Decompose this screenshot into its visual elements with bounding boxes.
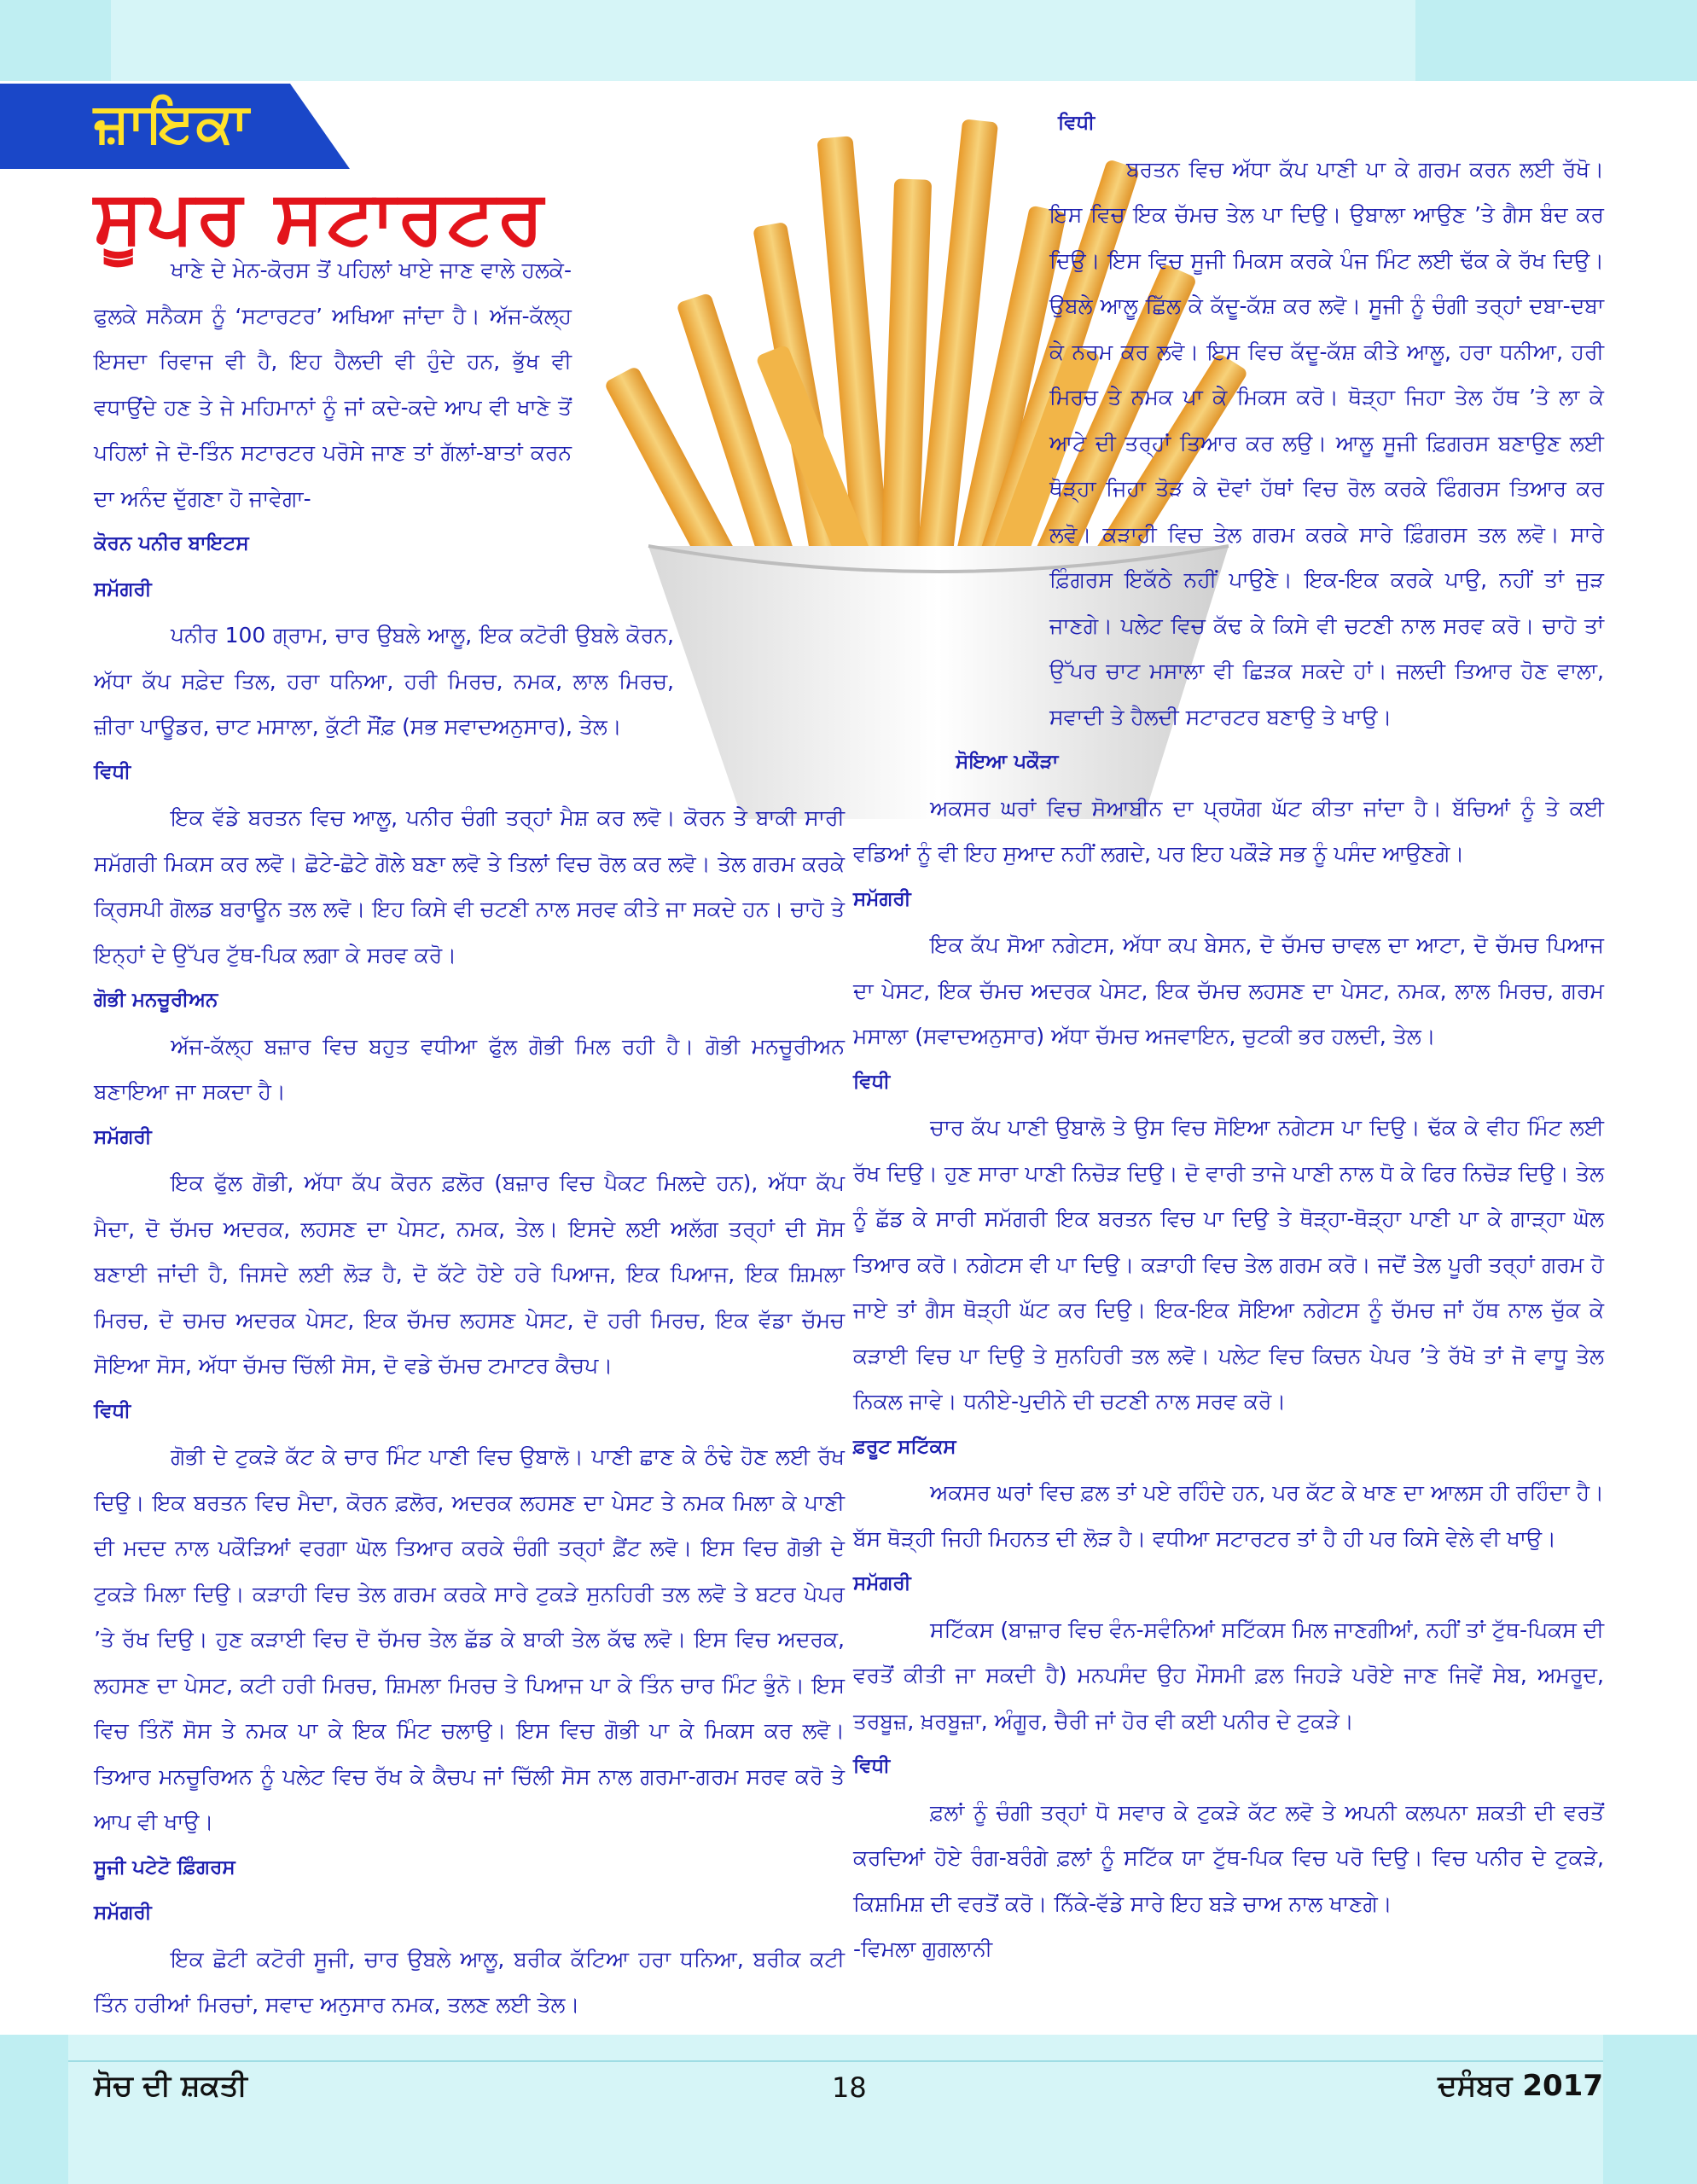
page-number: 18 xyxy=(832,2071,867,2104)
method-heading: ਵਿਧੀ xyxy=(1058,112,1095,134)
issue-date: ਦਸੰਬਰ 2017 xyxy=(1438,2069,1603,2103)
recipe-title-gobhi: ਗੋਭੀ ਮਨਚੂਰੀਅਨ xyxy=(94,989,218,1011)
recipe-intro: ਅਕਸਰ ਘਰਾਂ ਵਿਚ ਫ਼ਲ ਤਾਂ ਪਏ ਰਹਿੰਦੇ ਹਨ, ਪਰ ਕੱਟ ਕੇ ਖਾਣ ਦਾ ਆਲਸ ਹੀ ਰਹਿੰਦਾ ਹੈ। ਬੱਸ ਥੋੜ੍ਹੀ ਜਿਹੀ ਮਿਹਨਤ ਦੀ ਲੋੜ ਹੈ। ਵਧੀਆ ਸਟਾਰਟਰ ਤਾਂ ਹੈ ਹੀ ਪਰ ਕਿਸੇ ਵੇਲੇ ਵੀ ਖਾਉ। xyxy=(853,1480,1604,1551)
bottom-band-block-right xyxy=(1603,2035,1697,2184)
ingredients-text: ਇਕ ਕੱਪ ਸੋਆ ਨਗੇਟਸ, ਅੱਧਾ ਕਪ ਬੇਸਨ, ਦੋ ਚੱਮਚ ਚਾਵਲ ਦਾ ਆਟਾ, ਦੋ ਚੱਮਚ ਪਿਆਜ ਦਾ ਪੇਸਟ, ਇਕ ਚੱਮਚ ਅਦਰਕ ਪੇਸਟ, ਇਕ ਚੱਮਚ ਲਹਸਣ ਦਾ ਪੇਸਟ, ਨਮਕ, ਲਾਲ ਮਿਰਚ, ਗਰਮ ਮਸਾਲਾ (ਸਵਾਦਅਨੁਸਾਰ) ਅੱਧਾ ਚੱਮਚ ਅਜਵਾਇਨ, ਚੁਟਕੀ ਭਰ ਹਲਦੀ, ਤੇਲ। xyxy=(853,932,1604,1048)
ingredients-heading: ਸਮੱਗਰੀ xyxy=(853,887,911,910)
author-signature: -ਵਿਮਲਾ ਗੁਗਲਾਨੀ xyxy=(853,1937,993,1961)
ingredients-heading: ਸਮੱਗਰੀ xyxy=(94,1902,152,1924)
method-text: ਫ਼ਲਾਂ ਨੂੰ ਚੰਗੀ ਤਰ੍ਹਾਂ ਧੋ ਸਵਾਰ ਕੇ ਟੁਕੜੇ ਕੱਟ ਲਵੋ ਤੇ ਅਪਨੀ ਕਲਪਨਾ ਸ਼ਕਤੀ ਦੀ ਵਰਤੋਂ ਕਰਦਿਆਂ ਹੋਏ ਰੰਗ-ਬਰੰਗੇ ਫ਼ਲਾਂ ਨੂੰ ਸਟਿੱਕ ਯਾ ਟੁੱਥ-ਪਿਕ ਵਿਚ ਪਰੋ ਦਿਉ। ਵਿਚ ਪਨੀਰ ਦੇ ਟੁਕੜੇ, ਕਿਸ਼ਮਿਸ਼ ਦੀ ਵਰਤੋਂ ਕਰੋ। ਨਿੱਕੇ-ਵੱਡੇ ਸਾਰੇ ਇਹ ਬੜੇ ਚਾਅ ਨਾਲ ਖਾਣਗੇ। xyxy=(853,1799,1604,1916)
method-heading: ਵਿਧੀ xyxy=(94,1399,131,1422)
ingredients-heading: ਸਮੱਗਰੀ xyxy=(94,1125,152,1148)
ingredients-text: ਪਨੀਰ 100 ਗ੍ਰਾਮ, ਚਾਰ ਉਬਲੇ ਆਲੂ, ਇਕ ਕਟੋਰੀ ਉਬਲੇ ਕੋਰਨ, ਅੱਧਾ ਕੱਪ ਸਫ਼ੇਦ ਤਿਲ, ਹਰਾ ਧਨਿਆ, ਹਰੀ ਮਿਰਚ, ਨਮਕ, ਲਾਲ ਮਿਰਚ, ਜ਼ੀਰਾ ਪਾਊਡਰ, ਚਾਟ ਮਸਾਲਾ, ਕੁੱਟੀ ਸੌਂਫ਼ (ਸਭ ਸਵਾਦਅਨੁਸਾਰ), ਤੇਲ। xyxy=(94,623,674,739)
recipe-title-suji: ਸੂਜੀ ਪਟੇਟੋ ਫ਼ਿੰਗਰਸ xyxy=(94,1856,235,1879)
section-label: ਜ਼ਾਇਕਾ xyxy=(94,92,251,155)
method-text: ਗੋਭੀ ਦੇ ਟੁਕੜੇ ਕੱਟ ਕੇ ਚਾਰ ਮਿੰਟ ਪਾਣੀ ਵਿਚ ਉਬਾਲੋ। ਪਾਣੀ ਛਾਣ ਕੇ ਠੰਢੇ ਹੋਣ ਲਈ ਰੱਖ ਦਿਉ। ਇਕ ਬਰਤਨ ਵਿਚ ਮੈਦਾ, ਕੋਰਨ ਫ਼ਲੋਰ, ਅਦਰਕ ਲਹਸਣ ਦਾ ਪੇਸਟ ਤੇ ਨਮਕ ਮਿਲਾ ਕੇ ਪਾਣੀ ਦੀ ਮਦਦ ਨਾਲ ਪਕੌੜਿਆਂ ਵਰਗਾ ਘੋਲ ਤਿਆਰ ਕਰਕੇ ਚੰਗੀ ਤਰ੍ਹਾਂ ਫ਼ੈਂਟ ਲਵੋ। ਇਸ ਵਿਚ ਗੋਭੀ ਦੇ ਟੁਕੜੇ ਮਿਲਾ ਦਿਉ। ਕੜਾਹੀ ਵਿਚ ਤੇਲ ਗਰਮ ਕਰਕੇ ਸਾਰੇ ਟੁਕੜੇ ਸੁਨਹਿਰੀ ਤਲ ਲਵੋ ਤੇ ਬਟਰ ਪੇਪਰ ’ਤੇ ਰੱਖ ਦਿਉ। ਹੁਣ ਕੜਾਈ ਵਿਚ ਦੋ ਚੱਮਚ ਤੇਲ ਛੱਡ ਕੇ ਬਾਕੀ ਤੇਲ ਕੱਢ ਲਵੋ। ਇਸ ਵਿਚ ਅਦਰਕ, ਲਹਸਣ ਦਾ ਪੇਸਟ, ਕਟੀ ਹਰੀ ਮਿਰਚ, ਸ਼ਿਮਲਾ ਮਿਰਚ ਤੇ ਪਿਆਜ ਪਾ ਕੇ ਤਿੰਨ ਚਾਰ ਮਿੰਟ ਭੁੰਨੋ। ਇਸ ਵਿਚ ਤਿੰਨੋਂ ਸੋਸ ਤੇ ਨਮਕ ਪਾ ਕੇ ਇਕ ਮਿੰਟ ਚਲਾਉ। ਇਸ ਵਿਚ ਗੋਭੀ ਪਾ ਕੇ ਮਿਕਸ ਕਰ ਲਵੋ। ਤਿਆਰ ਮਨਚੂਰਿਅਨ ਨੂੰ ਪਲੇਟ ਵਿਚ ਰੱਖ ਕੇ ਕੈਚਪ ਜਾਂ ਚਿੱਲੀ ਸੋਸ ਨਾਲ ਗਰਮਾ-ਗਰਮ ਸਰਵ ਕਰੋ ਤੇ ਆਪ ਵੀ ਖਾਉ। xyxy=(94,1444,845,1834)
recipe-intro: ਅਕਸਰ ਘਰਾਂ ਵਿਚ ਸੋਆਬੀਨ ਦਾ ਪ੍ਰਯੋਗ ਘੱਟ ਕੀਤਾ ਜਾਂਦਾ ਹੈ। ਬੱਚਿਆਂ ਨੂੰ ਤੇ ਕਈ ਵਡਿਆਂ ਨੂੰ ਵੀ ਇਹ ਸੁਆਦ ਨਹੀਂ ਲਗਦੇ, ਪਰ ਇਹ ਪਕੌੜੇ ਸਭ ਨੂੰ ਪਸੰਦ ਆਉਣਗੇ। xyxy=(853,795,1604,866)
left-column xyxy=(94,247,845,2028)
method-heading: ਵਿਧੀ xyxy=(853,1755,891,1777)
ingredients-heading: ਸਮੱਗਰੀ xyxy=(853,1572,911,1594)
footer-rule xyxy=(68,2060,1603,2062)
ingredients-heading: ਸਮੱਗਰੀ xyxy=(94,578,152,601)
ingredients-text: ਇਕ ਛੋਟੀ ਕਟੋਰੀ ਸੂਜੀ, ਚਾਰ ਉਬਲੇ ਆਲੂ, ਬਰੀਕ ਕੱਟਿਆ ਹਰਾ ਧਨਿਆ, ਬਰੀਕ ਕਟੀ ਤਿੰਨ ਹਰੀਆਂ ਮਿਰਚਾਂ, ਸਵਾਦ ਅਨੁਸਾਰ ਨਮਕ, ਤਲਣ ਲਈ ਤੇਲ। xyxy=(94,1946,845,2017)
recipe-title-corn-paneer: ਕੋਰਨ ਪਨੀਰ ਬਾਇਟਸ xyxy=(94,532,249,555)
method-heading: ਵਿਧੀ xyxy=(94,760,131,783)
page-title: ਸੂਪਰ ਸਟਾਰਟਰ xyxy=(94,175,547,260)
top-band-block-right xyxy=(1415,0,1697,81)
right-column xyxy=(853,101,1604,1972)
recipe-title-fruit: ਫ਼ਰੂਟ ਸਟਿੱਕਸ xyxy=(853,1435,956,1458)
intro-paragraph: ਖਾਣੇ ਦੇ ਮੇਨ-ਕੋਰਸ ਤੋਂ ਪਹਿਲਾਂ ਖਾਏ ਜਾਣ ਵਾਲੇ ਹਲਕੇ-ਫੁਲਕੇ ਸਨੈਕਸ ਨੂੰ ‘ਸਟਾਰਟਰ’ ਅਖਿਆ ਜਾਂਦਾ ਹੈ। ਅੱਜ-ਕੱਲ੍ਹ ਇਸਦਾ ਰਿਵਾਜ ਵੀ ਹੈ, ਇਹ ਹੈਲਦੀ ਵੀ ਹੁੰਦੇ ਹਨ, ਭੁੱਖ ਵੀ ਵਧਾਉਂਦੇ ਹਣ ਤੇ ਜੇ ਮਹਿਮਾਨਾਂ ਨੂੰ ਜਾਂ ਕਦੇ-ਕਦੇ ਆਪ ਵੀ ਖਾਣੇ ਤੋਂ ਪਹਿਲਾਂ ਜੇ ਦੋ-ਤਿੰਨ ਸਟਾਰਟਰ ਪਰੋਸੇ ਜਾਣ ਤਾਂ ਗੱਲਾਂ-ਬਾਤਾਂ ਕਰਨ ਦਾ ਅਨੰਦ ਦੁੱਗਣਾ ਹੋ ਜਾਵੇਗਾ- xyxy=(94,258,572,511)
bottom-band xyxy=(0,2035,1697,2184)
ingredients-text: ਇਕ ਫੁੱਲ ਗੋਭੀ, ਅੱਧਾ ਕੱਪ ਕੋਰਨ ਫ਼ਲੋਰ (ਬਜ਼ਾਰ ਵਿਚ ਪੈਕਟ ਮਿਲਦੇ ਹਨ), ਅੱਧਾ ਕੱਪ ਮੈਦਾ, ਦੋ ਚੱਮਚ ਅਦਰਕ, ਲਹਸਣ ਦਾ ਪੇਸਟ, ਨਮਕ, ਤੇਲ। ਇਸਦੇ ਲਈ ਅਲੱਗ ਤਰ੍ਹਾਂ ਦੀ ਸੋਸ ਬਣਾਈ ਜਾਂਦੀ ਹੈ, ਜਿਸਦੇ ਲਈ ਲੋੜ ਹੈ, ਦੋ ਕੱਟੇ ਹੋਏ ਹਰੇ ਪਿਆਜ, ਇਕ ਪਿਆਜ, ਇਕ ਸ਼ਿਮਲਾ ਮਿਰਚ, ਦੋ ਚਮਚ ਅਦਰਕ ਪੇਸਟ, ਇਕ ਚੱਮਚ ਲਹਸਣ ਪੇਸਟ, ਦੋ ਹਰੀ ਮਿਰਚ, ਇਕ ਵੱਡਾ ਚੱਮਚ ਸੋਇਆ ਸੋਸ, ਅੱਧਾ ਚੱਮਚ ਚਿੱਲੀ ਸੋਸ, ਦੋ ਵਡੇ ਚੱਮਚ ਟਮਾਟਰ ਕੈਚਪ। xyxy=(94,1170,845,1378)
magazine-name: ਸੋਚ ਦੀ ਸ਼ਕਤੀ xyxy=(94,2069,247,2103)
method-text: ਇਕ ਵੱਡੇ ਬਰਤਨ ਵਿਚ ਆਲੂ, ਪਨੀਰ ਚੰਗੀ ਤਰ੍ਹਾਂ ਮੈਸ਼ ਕਰ ਲਵੋ। ਕੋਰਨ ਤੇ ਬਾਕੀ ਸਾਰੀ ਸਮੱਗਰੀ ਮਿਕਸ ਕਰ ਲਵੋ। ਛੋਟੇ-ਛੋਟੇ ਗੋਲੇ ਬਣਾ ਲਵੋ ਤੇ ਤਿਲਾਂ ਵਿਚ ਰੋਲ ਕਰ ਲਵੋ। ਤੇਲ ਗਰਮ ਕਰਕੇ ਕ੍ਰਿਸਪੀ ਗੋਲਡ ਬਰਾਊਨ ਤਲ ਲਵੋ। ਇਹ ਕਿਸੇ ਵੀ ਚਟਣੀ ਨਾਲ ਸਰਵ ਕੀਤੇ ਜਾ ਸਕਦੇ ਹਨ। ਚਾਹੋ ਤੇ ਇਨ੍ਹਾਂ ਦੇ ਉੱਪਰ ਟੁੱਥ-ਪਿਕ ਲਗਾ ਕੇ ਸਰਵ ਕਰੋ। xyxy=(94,805,845,967)
method-text: ਚਾਰ ਕੱਪ ਪਾਣੀ ਉਬਾਲੋ ਤੇ ਉਸ ਵਿਚ ਸੋਇਆ ਨਗੇਟਸ ਪਾ ਦਿਉ। ਢੱਕ ਕੇ ਵੀਹ ਮਿੰਟ ਲਈ ਰੱਖ ਦਿਉ। ਹੁਣ ਸਾਰਾ ਪਾਣੀ ਨਿਚੋੜ ਦਿਉ। ਦੋ ਵਾਰੀ ਤਾਜੇ ਪਾਣੀ ਨਾਲ ਧੋ ਕੇ ਫਿਰ ਨਿਚੋੜ ਦਿਉ। ਤੇਲ ਨੂੰ ਛੱਡ ਕੇ ਸਾਰੀ ਸਮੱਗਰੀ ਇਕ ਬਰਤਨ ਵਿਚ ਪਾ ਦਿਉ ਤੇ ਥੋੜ੍ਹਾ-ਥੋੜ੍ਹਾ ਪਾਣੀ ਪਾ ਕੇ ਗਾੜ੍ਹਾ ਘੋਲ ਤਿਆਰ ਕਰੋ। ਨਗੇਟਸ ਵੀ ਪਾ ਦਿਉ। ਕੜਾਹੀ ਵਿਚ ਤੇਲ ਗਰਮ ਕਰੋ। ਜਦੋਂ ਤੇਲ ਪੂਰੀ ਤਰ੍ਹਾਂ ਗਰਮ ਹੋ ਜਾਏ ਤਾਂ ਗੈਸ ਥੋੜ੍ਹੀ ਘੱਟ ਕਰ ਦਿਉ। ਇਕ-ਇਕ ਸੋਇਆ ਨਗੇਟਸ ਨੂੰ ਚੱਮਚ ਜਾਂ ਹੱਥ ਨਾਲ ਚੁੱਕ ਕੇ ਕੜਾਈ ਵਿਚ ਪਾ ਦਿਉ ਤੇ ਸੁਨਹਿਰੀ ਤਲ ਲਵੋ। ਪਲੇਟ ਵਿਚ ਕਿਚਨ ਪੇਪਰ ’ਤੇ ਰੱਖੋ ਤਾਂ ਜੋ ਵਾਧੂ ਤੇਲ ਨਿਕਲ ਜਾਵੇ। ਧਨੀਏ-ਪੁਦੀਨੇ ਦੀ ਚਟਣੀ ਨਾਲ ਸਰਵ ਕਰੋ। xyxy=(853,1115,1604,1414)
method-text: ਬਰਤਨ ਵਿਚ ਅੱਧਾ ਕੱਪ ਪਾਣੀ ਪਾ ਕੇ ਗਰਮ ਕਰਨ ਲਈ ਰੱਖੋ। ਇਸ ਵਿਚ ਇਕ ਚੱਮਚ ਤੇਲ ਪਾ ਦਿਉ। ਉਬਾਲਾ ਆਉਣ ’ਤੇ ਗੈਸ ਬੰਦ ਕਰ ਦਿਉ। ਇਸ ਵਿਚ ਸੂਜੀ ਮਿਕਸ ਕਰਕੇ ਪੰਜ ਮਿੰਟ ਲਈ ਢੱਕ ਕੇ ਰੱਖ ਦਿਉ। ਉਬਲੇ ਆਲੂ ਛਿੱਲ ਕੇ ਕੱਦੂ-ਕੱਸ਼ ਕਰ ਲਵੋ। ਸੂਜੀ ਨੂੰ ਚੰਗੀ ਤਰ੍ਹਾਂ ਦਬਾ-ਦਬਾ ਕੇ ਨਰਮ ਕਰ ਲਵੋ। ਇਸ ਵਿਚ ਕੱਦੂ-ਕੱਸ਼ ਕੀਤੇ ਆਲੂ, ਹਰਾ ਧਨੀਆ, ਹਰੀ ਮਿਰਚ ਤੇ ਨਮਕ ਪਾ ਕੇ ਮਿਕਸ ਕਰੋ। ਥੋੜ੍ਹਾ ਜਿਹਾ ਤੇਲ ਹੱਥ ’ਤੇ ਲਾ ਕੇ ਆਟੇ ਦੀ ਤਰ੍ਹਾਂ ਤਿਆਰ ਕਰ ਲਉ। ਆਲੂ ਸੂਜੀ ਫ਼ਿਗਰਸ ਬਣਾਉਣ ਲਈ ਥੋੜ੍ਹਾ ਜਿਹਾ ਤੋੜ ਕੇ ਦੋਵਾਂ ਹੱਥਾਂ ਵਿਚ ਰੋਲ ਕਰਕੇ ਫਿੰਗਰਸ ਤਿਆਰ ਕਰ ਲਵੋ। ਕੜਾਹੀ ਵਿਚ ਤੇਲ ਗਰਮ ਕਰਕੇ ਸਾਰੇ ਫ਼ਿੰਗਰਸ ਤਲ ਲਵੋ। ਸਾਰੇ ਫ਼ਿੰਗਰਸ ਇਕੱਠੇ ਨਹੀਂ ਪਾਉਣੇ। ਇਕ-ਇਕ ਕਰਕੇ ਪਾਉ, ਨਹੀਂ ਤਾਂ ਜੁੜ ਜਾਣਗੇ। ਪਲੇਟ ਵਿਚ ਕੱਢ ਕੇ ਕਿਸੇ ਵੀ ਚਟਣੀ ਨਾਲ ਸਰਵ ਕਰੋ। ਚਾਹੋ ਤਾਂ ਉੱਪਰ ਚਾਟ ਮਸਾਲਾ ਵੀ ਛਿੜਕ ਸਕਦੇ ਹਾਂ। ਜਲਦੀ ਤਿਆਰ ਹੋਣ ਵਾਲਾ, ਸਵਾਦੀ ਤੇ ਹੈਲਦੀ ਸਟਾਰਟਰ ਬਣਾਉ ਤੇ ਖਾਉ। xyxy=(1049,156,1604,729)
recipe-title-soya: ਸੋਇਆ ਪਕੌੜਾ xyxy=(956,751,1059,773)
method-heading: ਵਿਧੀ xyxy=(853,1070,891,1093)
ingredients-text: ਸਟਿੱਕਸ (ਬਾਜ਼ਾਰ ਵਿਚ ਵੰਨ-ਸਵੰਨਿਆਂ ਸਟਿੱਕਸ ਮਿਲ ਜਾਣਗੀਆਂ, ਨਹੀਂ ਤਾਂ ਟੁੱਥ-ਪਿਕਸ ਦੀ ਵਰਤੋਂ ਕੀਤੀ ਜਾ ਸਕਦੀ ਹੈ) ਮਨਪਸੰਦ ਉਹ ਮੌਸਮੀ ਫ਼ਲ ਜਿਹੜੇ ਪਰੋਏ ਜਾਣ ਜਿਵੇਂ ਸੇਬ, ਅਮਰੂਦ, ਤਰਬੂਜ਼, ਖ਼ਰਬੂਜ਼ਾ, ਅੰਗੂਰ, ਚੈਰੀ ਜਾਂ ਹੋਰ ਵੀ ਕਈ ਪਨੀਰ ਦੇ ਟੁਕੜੇ। xyxy=(853,1617,1604,1734)
top-band-block-left xyxy=(0,0,111,81)
recipe-intro: ਅੱਜ-ਕੱਲ੍ਹ ਬਜ਼ਾਰ ਵਿਚ ਬਹੁਤ ਵਧੀਆ ਫੁੱਲ ਗੋਭੀ ਮਿਲ ਰਹੀ ਹੈ। ਗੋਭੀ ਮਨਚੂਰੀਅਨ ਬਣਾਇਆ ਜਾ ਸਕਦਾ ਹੈ। xyxy=(94,1033,845,1104)
top-band xyxy=(0,0,1697,81)
bottom-band-block-left xyxy=(0,2035,68,2184)
